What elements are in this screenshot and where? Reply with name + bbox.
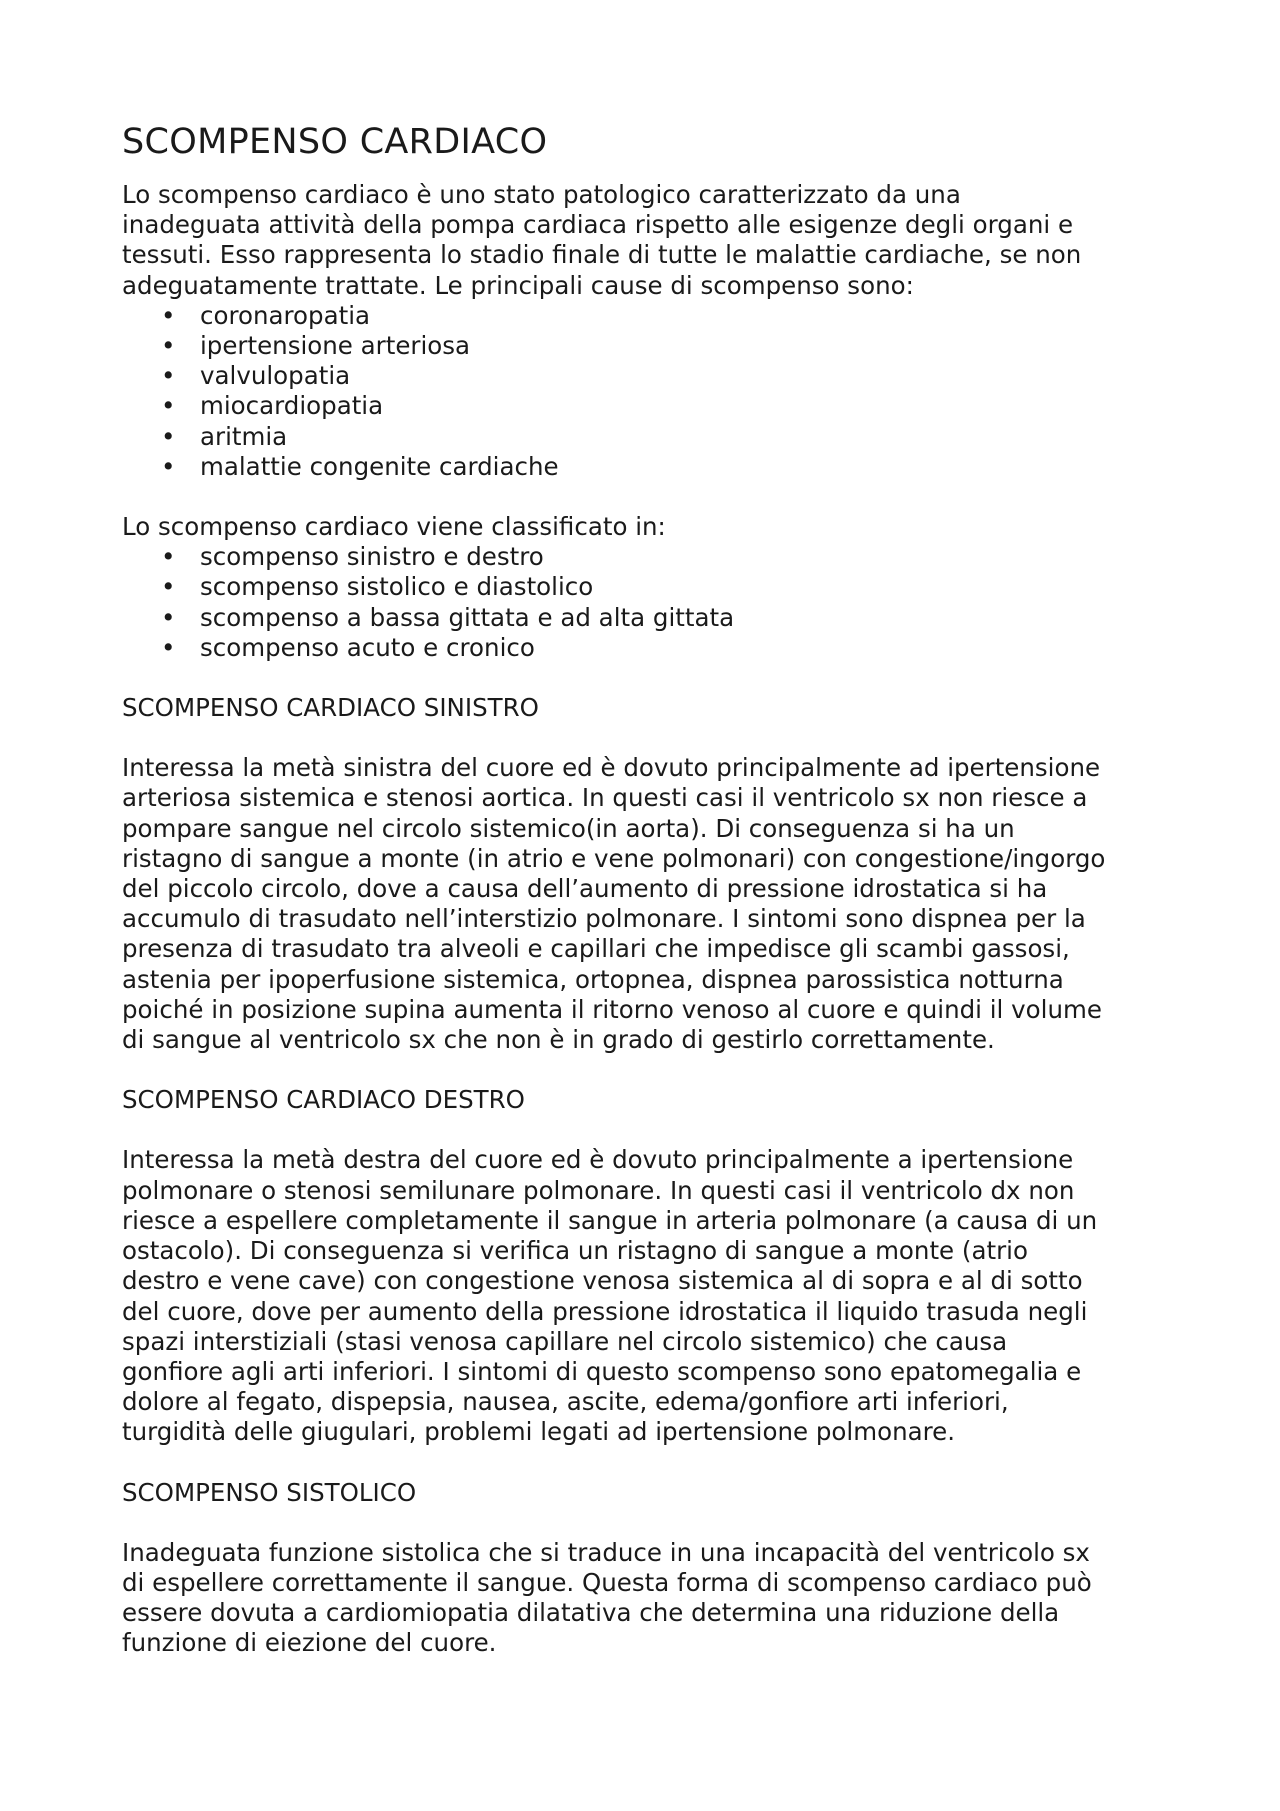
paragraph-line: dolore al fegato, dispepsia, nausea, ascite, edema/gonfiore arti inferiori,: [122, 1387, 1009, 1417]
list-item-text: scompenso sistolico e diastolico: [200, 572, 594, 602]
section-heading: SCOMPENSO SISTOLICO: [122, 1477, 417, 1507]
list-item-text: scompenso a bassa gittata e ad alta gittata: [200, 602, 735, 632]
spacer: [122, 723, 1172, 753]
section-heading: SCOMPENSO CARDIACO DESTRO: [122, 1085, 525, 1115]
classification-lead: [122, 512, 1172, 542]
spacer: [122, 1508, 1172, 1538]
paragraph-line: poiché in posizione supina aumenta il ritorno venoso al cuore e quindi il volume: [122, 994, 1102, 1024]
paragraph-line: funzione di eiezione del cuore.: [122, 1628, 497, 1658]
paragraph-line: ostacolo). Di conseguenza si verifica un ristagno di sangue a monte (atrio: [122, 1236, 1028, 1266]
paragraph-line: essere dovuta a cardiomiopatia dilatativa che determina una riduzione della: [122, 1598, 1060, 1628]
paragraph-line: riesce a espellere completamente il sangue in arteria polmonare (a causa di un: [122, 1205, 1098, 1235]
list-item-text: aritmia: [200, 421, 288, 451]
list-item: [122, 422, 1172, 452]
bullet-icon: •: [161, 391, 176, 421]
list-item-text: malattie congenite cardiache: [200, 451, 559, 481]
spacer: [122, 1448, 1172, 1478]
bullet-icon: •: [161, 602, 176, 632]
paragraph-line: del piccolo circolo, dove a causa dell’aumento di pressione idrostatica si ha: [122, 874, 1048, 904]
section-paragraph: [122, 1145, 1172, 1447]
paragraph-line: polmonare o stenosi semilunare polmonare. In questi casi il ventricolo dx non: [122, 1175, 1075, 1205]
paragraph-line: pompare sangue nel circolo sistemico(in aorta). Di conseguenza si ha un: [122, 813, 1015, 843]
paragraph-line: turgidità delle giugulari, problemi legati ad ipertensione polmonare.: [122, 1417, 956, 1447]
paragraph-line: Lo scompenso cardiaco viene classificato in:: [122, 512, 666, 542]
list-item: [122, 301, 1172, 331]
paragraph-line: Interessa la metà destra del cuore ed è dovuto principalmente a ipertensione: [122, 1145, 1074, 1175]
spacer: [122, 1055, 1172, 1085]
list-item: [122, 633, 1172, 663]
section-heading: SCOMPENSO CARDIACO SINISTRO: [122, 693, 539, 723]
paragraph-line: Inadeguata funzione sistolica che si traduce in una incapacità del ventricolo sx: [122, 1537, 1090, 1567]
bullet-icon: •: [161, 632, 176, 662]
paragraph-line: gonfiore agli arti inferiori. I sintomi di questo scompenso sono epatomegalia e: [122, 1356, 1082, 1386]
paragraph-line: destro e vene cave) con congestione venosa sistemica al di sopra e al di sotto: [122, 1266, 1083, 1296]
list-item: [122, 542, 1172, 572]
list-item-text: scompenso acuto e cronico: [200, 632, 535, 662]
list-item: [122, 572, 1172, 602]
list-item: [122, 361, 1172, 391]
paragraph-line: Lo scompenso cardiaco è uno stato patologico caratterizzato da una: [122, 180, 961, 209]
paragraph-line: Interessa la metà sinistra del cuore ed è dovuto principalmente ad ipertensione: [122, 753, 1101, 783]
bullet-icon: •: [161, 300, 176, 330]
paragraph-line: di espellere correttamente il sangue. Questa forma di scompenso cardiaco può: [122, 1567, 1092, 1597]
list-item: [122, 603, 1172, 633]
section-paragraph: [122, 1538, 1172, 1659]
bullet-icon: •: [161, 542, 176, 572]
paragraph-line: ristagno di sangue a monte (in atrio e vene polmonari) con congestione/ingorgo: [122, 843, 1106, 873]
spacer: [122, 1115, 1172, 1145]
paragraph-line: arteriosa sistemica e stenosi aortica. In questi casi il ventricolo sx non riesce a: [122, 783, 1088, 813]
list-item-text: scompenso sinistro e destro: [200, 542, 544, 572]
paragraph-line: astenia per ipoperfusione sistemica, ortopnea, dispnea parossistica notturna: [122, 964, 1064, 994]
spacer: [122, 482, 1172, 512]
spacer: [122, 663, 1172, 693]
paragraph-line: adeguatamente trattate. Le principali cause di scompenso sono:: [122, 270, 914, 300]
list-item-text: coronaropatia: [200, 300, 371, 330]
document-content: [122, 120, 1172, 1659]
bullet-icon: •: [161, 331, 176, 361]
list-item: [122, 391, 1172, 421]
paragraph-line: inadeguata attività della pompa cardiaca rispetto alle esigenze degli organi e: [122, 210, 1074, 240]
paragraph-line: accumulo di trasudato nell’interstizio polmonare. I sintomi sono dispnea per la: [122, 904, 1086, 934]
paragraph-line: spazi interstiziali (stasi venosa capillare nel circolo sistemico) che causa: [122, 1326, 1008, 1356]
paragraph-line: tessuti. Esso rappresenta lo stadio finale di tutte le malattie cardiache, se non: [122, 240, 1082, 270]
list-item-text: valvulopatia: [200, 361, 351, 391]
bullet-icon: •: [161, 361, 176, 391]
list-item-text: miocardiopatia: [200, 391, 384, 421]
intro-paragraph: [122, 180, 1172, 301]
bullet-icon: •: [161, 421, 176, 451]
list-item: [122, 452, 1172, 482]
classification-list: [122, 542, 1172, 663]
causes-list: [122, 301, 1172, 482]
document-title: SCOMPENSO CARDIACO: [122, 122, 548, 162]
section-paragraph: [122, 753, 1172, 1055]
paragraph-line: del cuore, dove per aumento della pressione idrostatica il liquido trasuda negli: [122, 1296, 1088, 1326]
list-item-text: ipertensione arteriosa: [200, 331, 471, 361]
list-item: [122, 331, 1172, 361]
bullet-icon: •: [161, 451, 176, 481]
paragraph-line: di sangue al ventricolo sx che non è in grado di gestirlo correttamente.: [122, 1025, 995, 1055]
paragraph-line: presenza di trasudato tra alveoli e capillari che impedisce gli scambi gassosi,: [122, 934, 1070, 964]
bullet-icon: •: [161, 572, 176, 602]
